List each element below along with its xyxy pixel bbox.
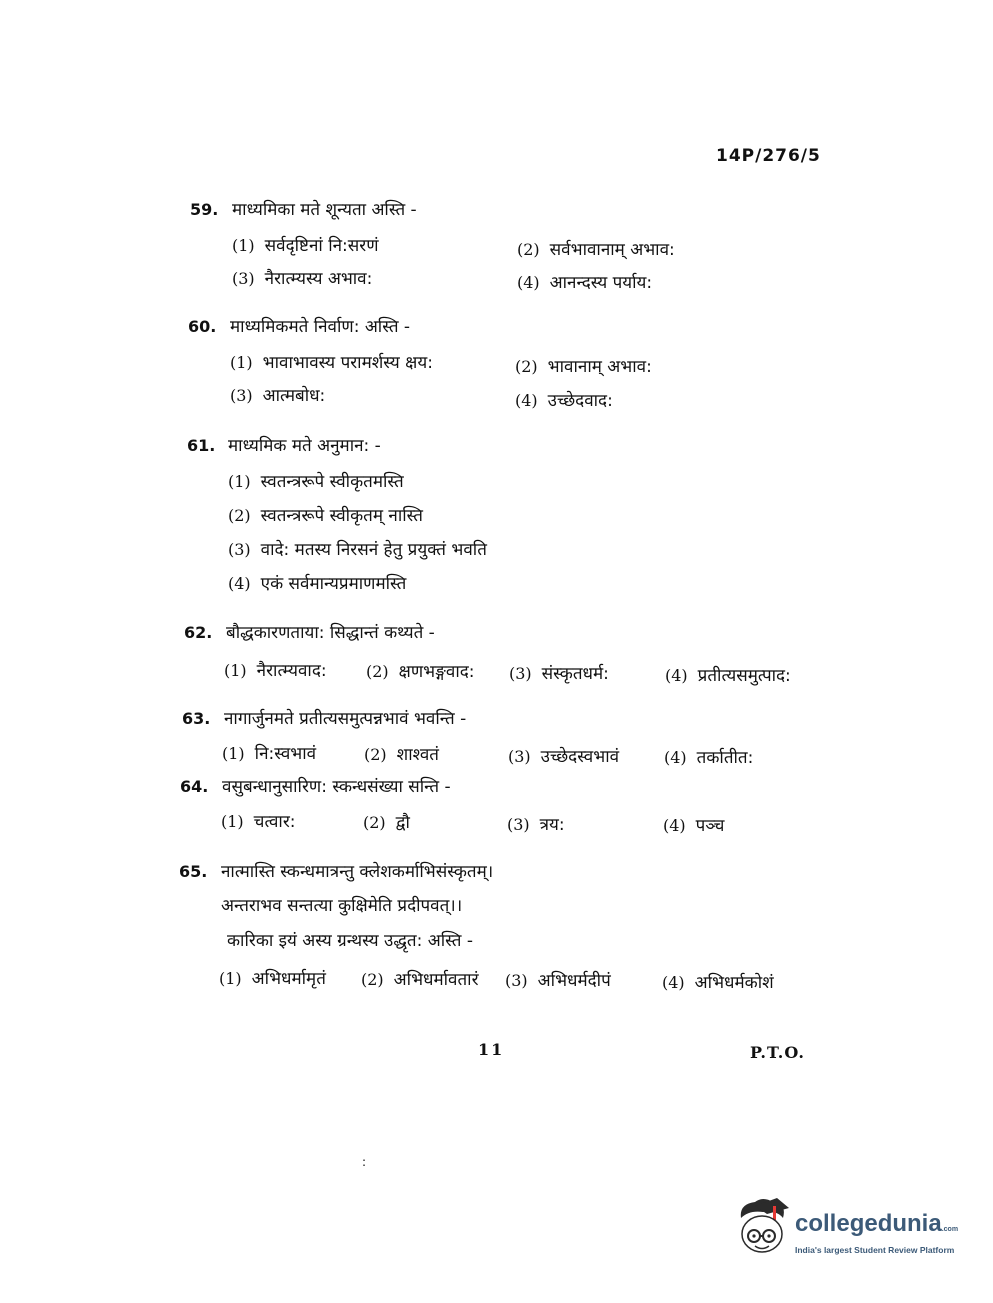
option-number: (2) [366,662,389,681]
option [366,659,474,682]
option-number: (2) [364,745,387,764]
option-number: (4) [228,574,251,593]
question-text: नागार्जुनमते प्रतीत्यसमुत्पन्नभावं भवन्ति - [224,709,467,729]
question-number: 64. [180,777,209,796]
stray-mark: : [362,1155,367,1169]
option-text: वादे: मतस्य निरसनं हेतु प्रयुक्तं भवति [260,540,487,560]
option-text: स्वतन्त्ररूपे स्वीकृतम् नास्ति [260,506,423,526]
question-number: 59. [190,200,219,219]
option-text: प्रतीत्यसमुत्पाद: [697,666,791,686]
option-text: सर्वभावानाम् अभाव: [549,240,675,260]
option [232,266,372,289]
option-number: (2) [361,970,384,989]
option [228,469,404,492]
option-text: संस्कृतधर्म: [541,664,609,684]
paper-code: 14P/276/5 [716,146,821,166]
option-text: भावानाम् अभाव: [547,357,652,377]
option-text: द्वौ [395,813,410,833]
question-number: 60. [188,317,217,336]
option-text: नैरात्म्यवाद: [256,661,327,681]
pto-label: P.T.O. [750,1043,805,1062]
option-text: नि:स्वभावं [254,744,317,764]
option [230,350,433,373]
option-text: अभिधर्मामृतं [251,969,326,989]
option-number: (3) [228,540,251,559]
option [228,537,487,560]
option [505,968,611,991]
question-text: माध्यमिका मते शून्यता अस्ति - [232,200,417,220]
option-text: सर्वदृष्टिनां नि:सरणं [264,236,379,256]
option-number: (1) [228,472,251,491]
question-text: नात्मास्ति स्कन्धमात्रन्तु क्लेशकर्माभिसंस्कृतम्। [221,862,494,882]
option-text: पञ्च [695,816,725,836]
option [232,233,379,256]
option-number: (2) [517,240,540,259]
question-text: बौद्धकारणताया: सिद्धान्तं कथ्यते - [226,623,435,643]
option [508,744,619,767]
option-number: (4) [662,973,685,992]
option-text: तर्कातीत: [696,748,754,768]
option [517,270,652,293]
option-number: (1) [222,744,245,763]
option-number: (3) [505,971,528,990]
question-text-line3: कारिका इयं अस्य ग्रन्थस्य उद्धृत: अस्ति - [227,931,473,951]
option-text: उच्छेदवाद: [547,391,613,411]
option-number: (4) [664,748,687,767]
question-number: 62. [184,623,213,642]
option-number: (4) [663,816,686,835]
option-number: (1) [219,969,242,988]
option [219,966,326,989]
option-number: (3) [509,664,532,683]
option-text: आनन्दस्य पर्याय: [549,273,653,293]
option [364,742,439,765]
option-number: (4) [517,273,540,292]
option-text: चत्वार: [253,812,296,832]
option-text: उच्छेदस्वभावं [540,747,620,767]
question-text: माध्यमिकमते निर्वाण: अस्ति - [230,317,411,337]
option-number: (1) [221,812,244,831]
option [228,571,406,594]
question-text: माध्यमिक मते अनुमान: - [228,436,381,456]
option-text: त्रय: [539,815,565,835]
question-number: 63. [182,709,211,728]
option [517,237,675,260]
option [509,661,609,684]
option-text: एकं सर्वमान्यप्रमाणमस्ति [260,574,407,594]
option-text: अभिधर्मकोशं [694,973,774,993]
collegedunia-mascot-icon [733,1196,793,1266]
question-number: 61. [187,436,216,455]
option-text: आत्मबोध: [262,386,326,406]
option-text: अभिधर्मावतारं [393,970,479,990]
brand-name: collegedunia.com [795,1210,959,1237]
option [663,813,724,836]
option-number: (3) [230,386,253,405]
option-number: (2) [515,357,538,376]
page-number: 11 [478,1040,505,1059]
option [361,967,479,990]
option-number: (1) [230,353,253,372]
option-text: भावाभावस्य परामर्शस्य क्षय: [262,353,433,373]
question-number: 65. [179,862,208,881]
option [221,809,296,832]
option [230,383,325,406]
option [224,658,327,681]
option [228,503,423,526]
option-text: स्वतन्त्ररूपे स्वीकृतमस्ति [260,472,404,492]
brand-tagline: India's largest Student Review Platform [795,1245,955,1255]
option [507,812,565,835]
option [665,663,791,686]
option-text: नैरात्म्यस्य अभाव: [264,269,373,289]
option [662,970,774,993]
option [363,810,410,833]
brand-suffix: .com [941,1226,959,1233]
option [515,354,652,377]
option-number: (1) [232,236,255,255]
option-number: (2) [228,506,251,525]
option-number: (1) [224,661,247,680]
option-number: (3) [232,269,255,288]
question-text-line2: अन्तराभव सन्तत्या कुक्षिमेति प्रदीपवत्।। [221,896,463,916]
question-text: वसुबन्धानुसारिण: स्कन्धसंख्या सन्ति - [222,777,451,797]
option [222,741,316,764]
option-text: शाश्वतं [396,745,440,765]
option-number: (3) [507,815,530,834]
option-text: अभिधर्मदीपं [537,971,611,991]
option-number: (4) [515,391,538,410]
option-text: क्षणभङ्गवाद: [398,662,475,682]
option-number: (4) [665,666,688,685]
option-number: (3) [508,747,531,766]
option [515,388,613,411]
option [664,745,753,768]
option-number: (2) [363,813,386,832]
